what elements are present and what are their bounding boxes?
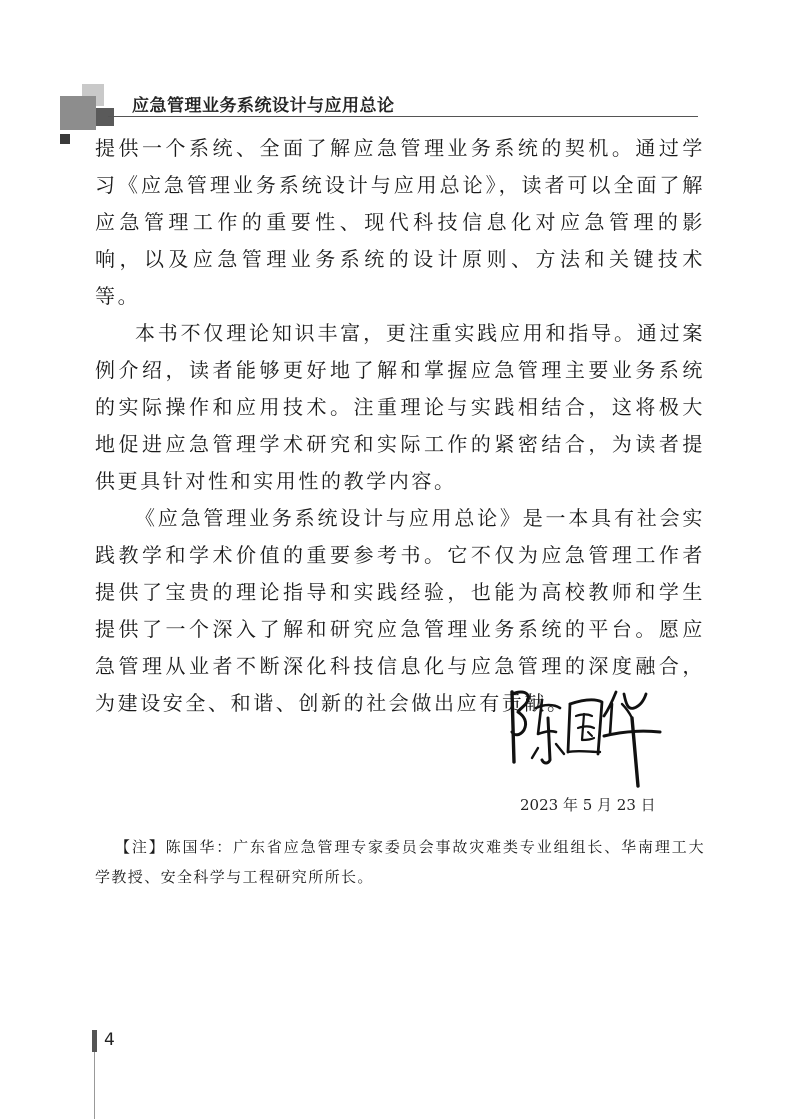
folio-bar [92,1030,97,1052]
header-decoration-square [60,96,96,130]
page-number: 4 [104,1030,115,1050]
handwritten-signature [498,674,668,789]
header-decoration-square [96,108,114,126]
folio-rule [94,1052,95,1119]
header-rule [108,116,698,117]
header-decoration-square [60,134,70,144]
paragraph: 本书不仅理论知识丰富，更注重实践应用和指导。通过案例介绍，读者能够更好地了解和掌握应急管理主要业务系统的实际操作和应用技术。注重理论与实践相结合，这将极大地促进应急管理学术研究和实际工作的紧密结合，为读者提供更具针对性和实用性的教学内容。 [95,321,705,493]
paragraph: 提供一个系统、全面了解应急管理业务系统的契机。通过学习《应急管理业务系统设计与应用总论》，读者可以全面了解应急管理工作的重要性、现代科技信息化对应急管理的影响，以及应急管理业务系统的设计原则、方法和关键技术等。 [95,136,705,308]
signature-date: 2023 年 5 月 23 日 [520,796,656,814]
author-note: 【注】陈国华：广东省应急管理专家委员会事故灾难类专业组组长、华南理工大学教授、安全科学与工程研究所所长。 [95,838,705,886]
paragraph: 《应急管理业务系统设计与应用总论》是一本具有社会实践教学和学术价值的重要参考书。它不仅为应急管理工作者提供了宝贵的理论指导和实践经验，也能为高校教师和学生提供了一个深入了解和研究应急管理业务系统的平台。愿应急管理从业者不断深化科技信息化与应急管理的深度融合，为建设安全、和谐、创新的社会做出应有贡献。 [95,506,705,715]
body-text [95,130,705,722]
running-head-title: 应急管理业务系统设计与应用总论 [132,96,395,116]
